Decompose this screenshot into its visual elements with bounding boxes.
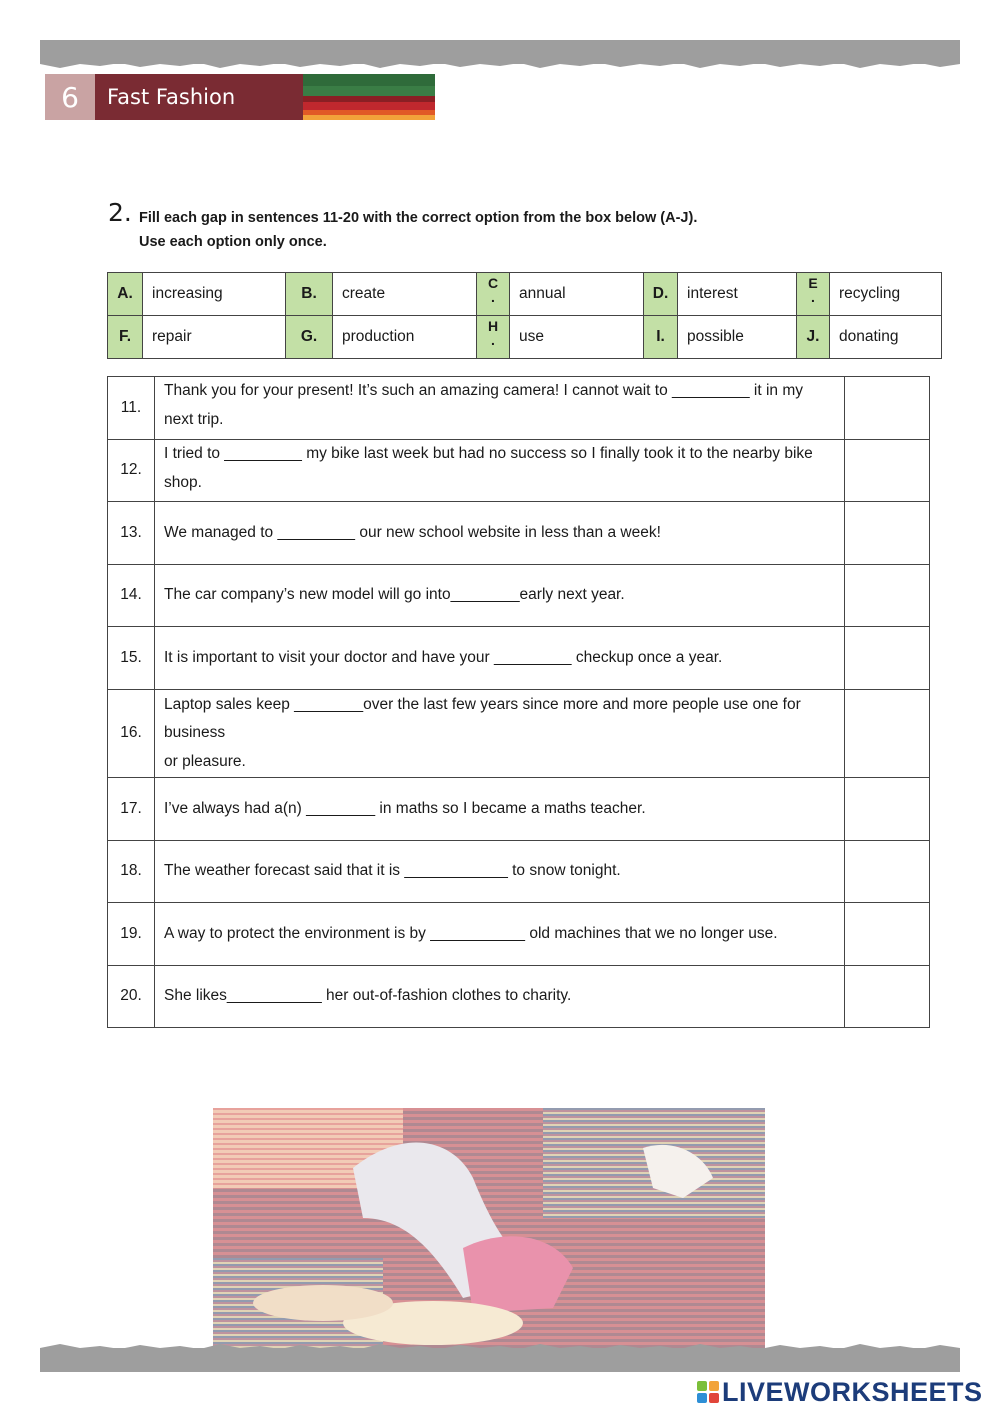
sentence-number: 11. — [108, 377, 155, 440]
sentence-text: The car company’s new model will go into________early next year. — [155, 565, 845, 627]
option-letter — [477, 273, 510, 316]
sentence-text: It is important to visit your doctor and have your _________ checkup once a year. — [155, 627, 845, 690]
option-word[interactable]: recycling — [830, 273, 942, 316]
unit-number: 6 — [45, 74, 95, 120]
option-letter-text: E . — [808, 275, 818, 305]
option-letter: A. — [108, 273, 143, 316]
instruction-line-1: Fill each gap in sentences 11-20 with the correct option from the box below (A-J). — [139, 210, 698, 226]
bottom-decorative-bar — [40, 1348, 960, 1372]
sentence-row — [108, 627, 930, 690]
answer-box[interactable] — [845, 627, 930, 690]
unit-title: Fast Fashion — [95, 74, 303, 120]
option-word[interactable]: production — [333, 316, 477, 359]
answer-box[interactable] — [845, 565, 930, 627]
sentence-text: She likes___________ her out-of-fashion clothes to charity. — [155, 966, 845, 1028]
option-letter: B. — [286, 273, 333, 316]
clothes-pile-image — [213, 1108, 765, 1350]
answer-box[interactable] — [845, 440, 930, 502]
clothes-pile-photo — [213, 1108, 765, 1350]
sentence-text: The weather forecast said that it is ____________ to snow tonight. — [155, 841, 845, 903]
option-letter: F. — [108, 316, 143, 359]
sentence-row — [108, 377, 930, 440]
option-letter: I. — [644, 316, 678, 359]
instruction-line-2: Use each option only once. — [139, 234, 327, 250]
sentences-table — [107, 376, 930, 1028]
option-letter: G. — [286, 316, 333, 359]
liveworksheets-logo[interactable] — [697, 1377, 983, 1407]
sentence-number: 14. — [108, 565, 155, 627]
option-letter-text: C . — [487, 275, 499, 305]
sentence-number: 18. — [108, 841, 155, 903]
instruction-text — [139, 206, 697, 254]
option-word[interactable]: repair — [143, 316, 286, 359]
options-box — [107, 272, 942, 359]
exercise-number: 2. — [108, 198, 132, 227]
options-row — [108, 273, 942, 316]
sentence-text: Laptop sales keep ________over the last few years since more and more people use one for business or pleasure. — [155, 690, 845, 778]
sentence-row — [108, 841, 930, 903]
banner-stripes — [303, 74, 435, 120]
sentence-number: 13. — [108, 502, 155, 565]
unit-header-banner — [45, 74, 435, 120]
answer-box[interactable] — [845, 841, 930, 903]
sentence-row — [108, 903, 930, 966]
sentence-text: A way to protect the environment is by ___________ old machines that we no longer use. — [155, 903, 845, 966]
option-letter — [797, 273, 830, 316]
option-word[interactable]: donating — [830, 316, 942, 359]
answer-box[interactable] — [845, 377, 930, 440]
option-word[interactable]: possible — [678, 316, 797, 359]
answer-box[interactable] — [845, 690, 930, 778]
option-word[interactable]: create — [333, 273, 477, 316]
top-decorative-bar — [40, 40, 960, 64]
sentence-text: We managed to _________ our new school website in less than a week! — [155, 502, 845, 565]
option-word[interactable]: increasing — [143, 273, 286, 316]
sentence-text: I’ve always had a(n) ________ in maths so I became a maths teacher. — [155, 778, 845, 841]
answer-box[interactable] — [845, 903, 930, 966]
option-letter: J. — [797, 316, 830, 359]
sentence-row — [108, 690, 930, 778]
sentence-row — [108, 440, 930, 502]
sentence-row — [108, 502, 930, 565]
options-row — [108, 316, 942, 359]
sentence-row — [108, 966, 930, 1028]
sentence-number: 19. — [108, 903, 155, 966]
answer-box[interactable] — [845, 778, 930, 841]
sentence-number: 12. — [108, 440, 155, 502]
answer-box[interactable] — [845, 966, 930, 1028]
option-word[interactable]: use — [510, 316, 644, 359]
answer-box[interactable] — [845, 502, 930, 565]
sentence-number: 20. — [108, 966, 155, 1028]
option-letter-text: H . — [487, 318, 499, 348]
option-letter — [477, 316, 510, 359]
brand-name: LIVEWORKSHEETS — [722, 1376, 983, 1407]
liveworksheets-logo-icon — [697, 1381, 719, 1403]
sentence-number: 16. — [108, 690, 155, 778]
option-letter: D. — [644, 273, 678, 316]
option-word[interactable]: interest — [678, 273, 797, 316]
sentence-row — [108, 565, 930, 627]
sentence-row — [108, 778, 930, 841]
sentence-text: Thank you for your present! It’s such an amazing camera! I cannot wait to _________ it in my next trip. — [155, 377, 845, 440]
sentence-number: 17. — [108, 778, 155, 841]
option-word[interactable]: annual — [510, 273, 644, 316]
sentence-text: I tried to _________ my bike last week but had no success so I finally took it to the nearby bike shop. — [155, 440, 845, 502]
sentence-number: 15. — [108, 627, 155, 690]
